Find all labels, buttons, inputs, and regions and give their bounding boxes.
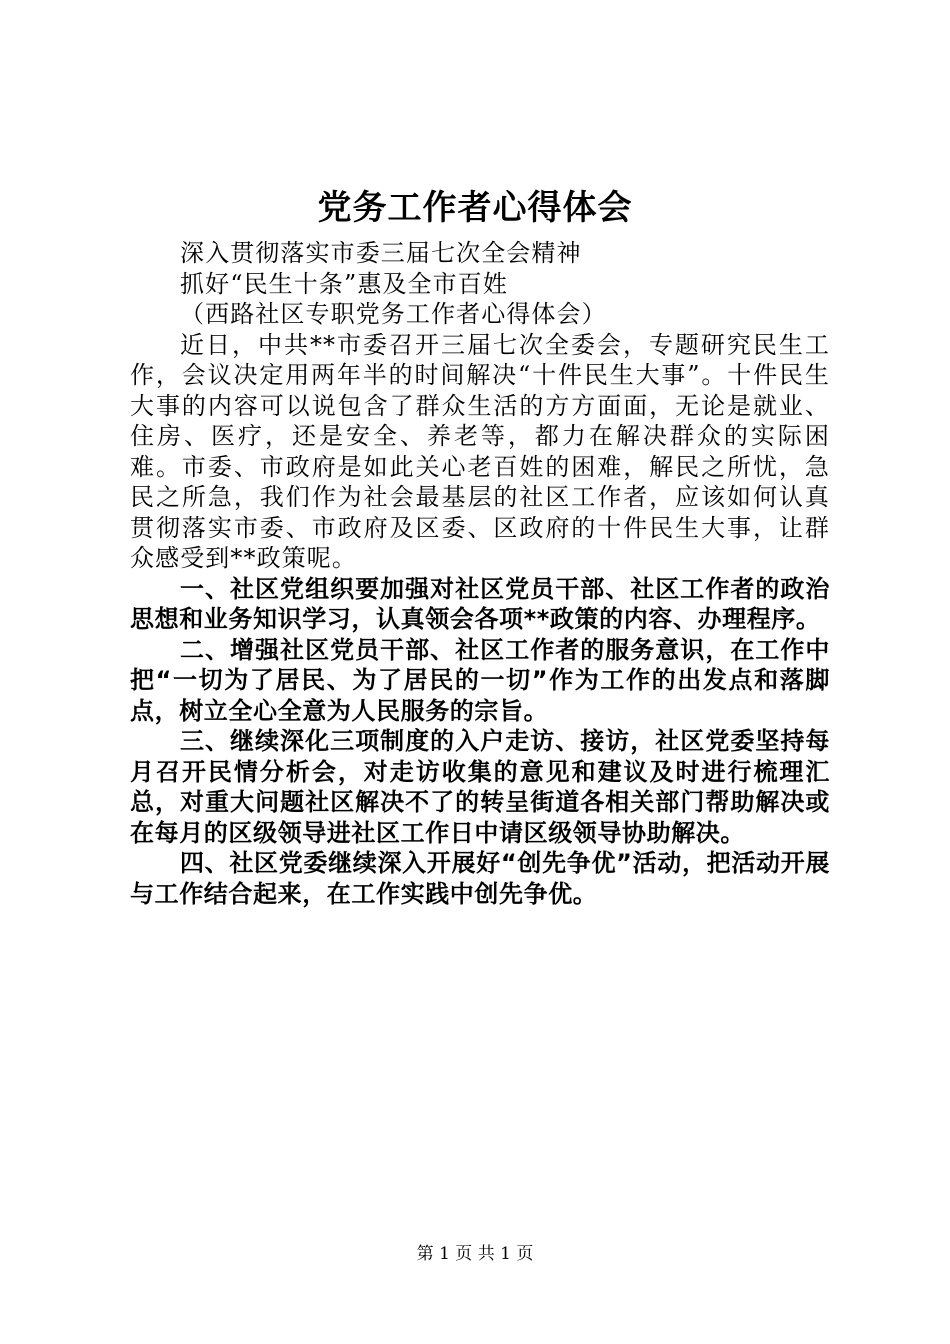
point-paragraph-3: 三、继续深化三项制度的入户走访、接访，社区党委坚持每月召开民情分析会，对走访收集的意见和建议及时进行梳理汇总，对重大问题社区解决不了的转呈街道各相关部门帮助解决或在每月的区级领导进社区工作日中请区级领导协助解决。 <box>130 727 830 847</box>
intro-paragraph: 近日，中共**市委召开三届七次全委会，专题研究民生工作，会议决定用两年半的时间解决“十件民生大事”。十件民生大事的内容可以说包含了群众生活的方方面面，无论是就业、住房、医疗，还是安全、养老等，都力在解决群众的实际困难。市委、市政府是如此关心老百姓的困难，解民之所忧，急民之所急，我们作为社会最基层的社区工作者，应该如何认真贯彻落实市委、市政府及区委、区政府的十件民生大事，让群众感受到**政策呢。 <box>130 330 830 572</box>
page-footer: 第 1 页 共 1 页 <box>416 1244 534 1264</box>
subtitle-line-2: 抓好“民生十条”惠及全市百姓 <box>180 269 508 298</box>
document-title: 党务工作者心得体会 <box>317 188 633 228</box>
subtitle-line-3: （西路社区专职党务工作者心得体会） <box>180 300 607 328</box>
subtitle-line-1: 深入贯彻落实市委三届七次全会精神 <box>180 239 582 267</box>
point-paragraph-4: 四、社区党委继续深入开展好“创先争优”活动，把活动开展与工作结合起来，在工作实践中创先争优。 <box>130 849 830 908</box>
point-paragraph-2: 二、增强社区党员干部、社区工作者的服务意识，在工作中把“一切为了居民、为了居民的一切”作为工作的出发点和落脚点，树立全心全意为人民服务的宗旨。 <box>130 635 830 725</box>
point-paragraph-1: 一、社区党组织要加强对社区党员干部、社区工作者的政治思想和业务知识学习，认真领会各项**政策的内容、办理程序。 <box>130 574 830 633</box>
document-body <box>130 238 830 909</box>
